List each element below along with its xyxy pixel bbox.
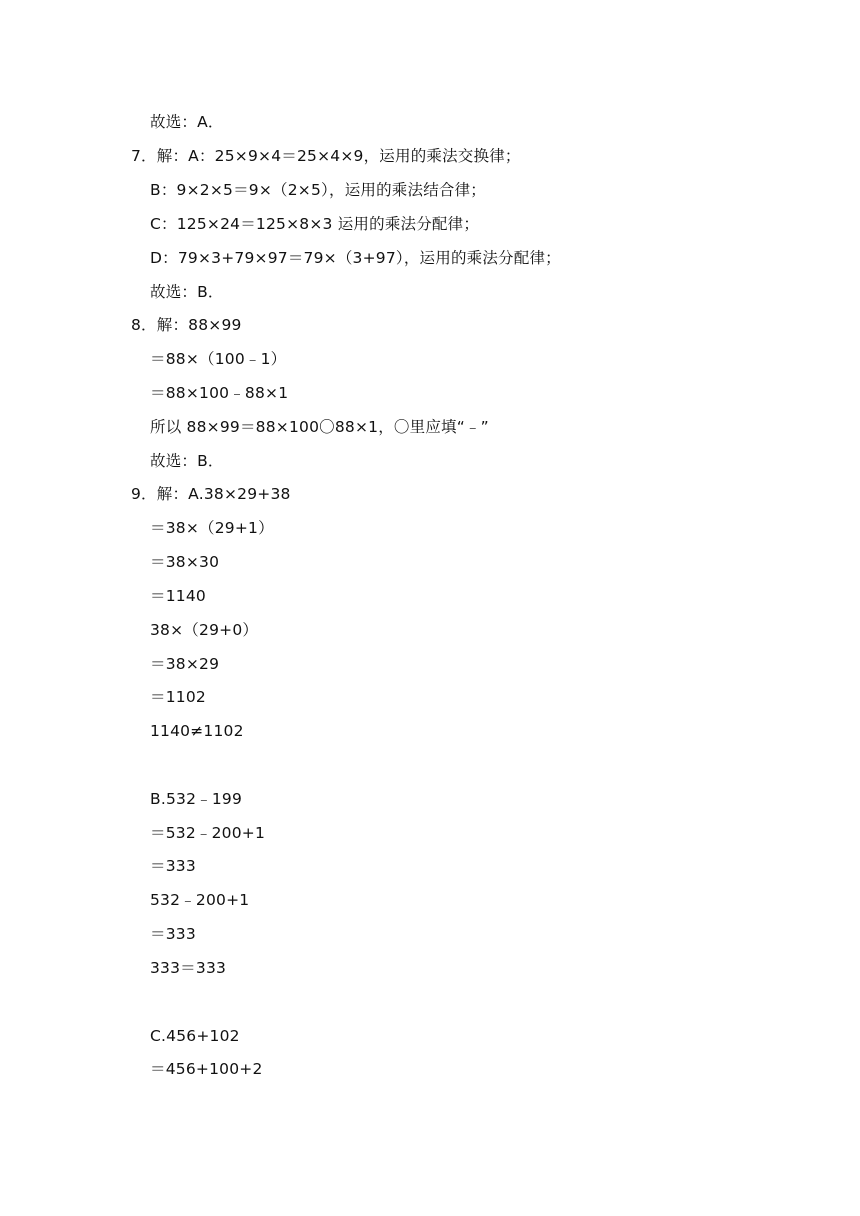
question-9-heading: 9．解：A.38×29+38 xyxy=(131,485,291,503)
answer-line: B.532﹣199 xyxy=(150,790,243,808)
answer-line: ＝38×30 xyxy=(150,553,220,571)
answer-line: 38×（29+0） xyxy=(150,621,259,639)
answer-line: 故选：B． xyxy=(150,452,224,470)
answer-line: 所以 88×99＝88×100〇88×1，〇里应填“﹣” xyxy=(150,418,489,436)
answer-line: 333＝333 xyxy=(150,959,227,977)
answer-line: 故选：A． xyxy=(150,113,224,131)
answer-line: ＝88×（100﹣1） xyxy=(150,350,287,368)
answer-line: ＝333 xyxy=(150,925,196,943)
answer-line: 故选：B． xyxy=(150,283,224,301)
answer-line: ＝1102 xyxy=(150,688,206,706)
answer-line: ＝456+100+2 xyxy=(150,1060,263,1078)
answer-line: 1140≠1102 xyxy=(150,722,244,740)
answer-line: C.456+102 xyxy=(150,1027,240,1045)
answer-line: ＝88×100﹣88×1 xyxy=(150,384,289,402)
answer-line: ＝1140 xyxy=(150,587,206,605)
answer-line: ＝38×（29+1） xyxy=(150,519,274,537)
question-8-heading: 8．解：88×99 xyxy=(131,316,242,334)
answer-line: C：125×24＝125×8×3 运用的乘法分配律； xyxy=(150,215,480,233)
answer-line: D：79×3+79×97＝79×（3+97），运用的乘法分配律； xyxy=(150,249,561,267)
answer-line: ＝532﹣200+1 xyxy=(150,824,266,842)
answer-line: ＝38×29 xyxy=(150,655,220,673)
question-7-heading: 7．解：A：25×9×4＝25×4×9，运用的乘法交换律； xyxy=(131,147,521,165)
answer-line: B：9×2×5＝9×（2×5），运用的乘法结合律； xyxy=(150,181,487,199)
answer-line: 532﹣200+1 xyxy=(150,891,250,909)
answer-line: ＝333 xyxy=(150,857,196,875)
